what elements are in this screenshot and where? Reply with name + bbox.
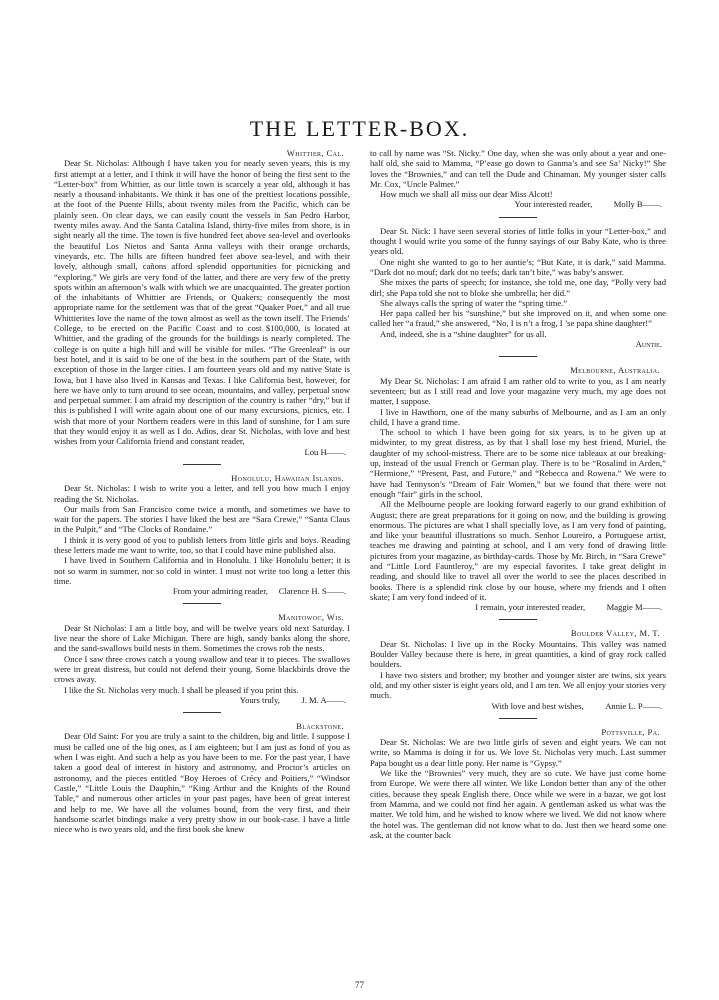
letter-place: Pottsville, Pa. bbox=[601, 726, 660, 737]
divider bbox=[499, 356, 537, 357]
letter-paragraph: Dear St. Nicholas: Although I have taken you for nearly seven years, this is my first attempt at a letter, and I think it will have the honor of being the first sent to the “Letter-box” from Whittier, as our little town is scarcely a year old, although it has nearly a thousand inhabitants. We think it has one of the prettiest locations possible, at the foot of the Puente Hills, about twenty miles from the Pacific, which can be plainly seen. On clear days, we can easily count the vessels in San Pedro Harbor, twenty miles away. And the Santa Catalina Island, thirty-five miles from shore, is in sight nearly all the time. The town is five hundred feet above sea-level and overlooks the beautiful Los Nietos and Santa Anna valleys with their orange orchards, vineyards, etc. The hills are fifteen hundred feet above sea-level, and with their lovely, although small, cañons afford splendid opportunities for picnicking and “exploring.” We girls are very fond of the latter, and there are very few of the pretty spots within an afternoon’s walk with which we are unacquainted. The greater portion of the inhabitants of Whittier are Friends, or Quakers; consequently the most appropriate name for the settlement was that of the great “Quaker Poet,” and all true Whittierites love the name of the town almost as well as the town itself. The Friends’ College, to be erected on the Pacific Coast and to cost $100,000, is located at Whittier, and the grading of the grounds for the buildings is nearly completed. The college is on quite a high hill and will be visible for miles. “The Greenleaf” is our best hotel, and it is said to be one of the best in the southern part of the State, with exception of those in the larger cities. I am fourteen years old and my native State is Iowa, but I have also lived in Kansas and Texas. I like California best, however, for here we have only to turn around to see ocean, mountains, and valley, perpetual snow and perpetual summer. I am afraid my description of the country is rather “dry,” but if this is published I will write again about one of our many excursions, picnics, etc. I wish that more of your Northern readers were in this land of sunshine, for I am sure that they would enjoy it as well as I do. Adios, dear St. Nicholas, with love and best wishes from your California friend and constant reader, bbox=[54, 158, 350, 447]
letter-paragraph: Dear St. Nicholas: I wish to write you a letter, and tell you how much I enjoy reading the St. Nicholas. bbox=[54, 483, 350, 504]
letter-paragraph: One night she wanted to go to her auntie’s; “But Kate, it is dark,” said Mamma. “Dark dot no mouf; dark dot no teefs; dark tan’t bite,” was baby’s answer. bbox=[370, 256, 666, 277]
letter-paragraph: Dear St. Nicholas: We are two little girls of seven and eight years. We can not write, so Mamma is doing it for us. We love St. Nicholas very much. Last summer Papa bought us a dear little pony. Her name is “Gypsy.” bbox=[370, 737, 666, 768]
letter-paragraph: I have lived in Southern California and in Honolulu. I like Honolulu better; it is not so warm in summer, nor so cold in winter. I must not write too long a letter this time. bbox=[54, 555, 350, 586]
letter-signature: J. M. A——. bbox=[301, 694, 346, 705]
letter-paragraph: The school to which I have been going for six years, is to be given up at midwinter, to my great distress, as by that I shall lose my best friend, Muriel, the daughter of my school-mistress. There are to be some nice tableaux at our breaking-up, instead of the usual French or German play. There is to be “Rosalind in Arden,” “Hermione,” “Present, Past, and Future,” and “Rebecca and Rowena.” We were to have had Tennyson’s “Dream of Fair Women,” but we found that there were not enough “fair” girls in the school. bbox=[370, 427, 666, 499]
letter-paragraph: to call by name was “St. Nicky.” One day, when she was only about a year and one-half old, she said to Mamma, “P’ease go down to Ganma’s and see Sa’ Nicky!” She loves the “Brownies,” and can tell the Dude and Chinaman. My younger sister calls Mr. Cox, “Uncle Palmer.” bbox=[370, 148, 666, 189]
letter-paragraph: Dear St. Nicholas: I live up in the Rocky Mountains. This valley was named Boulder Valley because there is here, in great quantities, a kind of gray rock called boulders. bbox=[370, 638, 666, 670]
divider bbox=[499, 718, 537, 719]
left-column bbox=[54, 148, 350, 988]
letter-closing-signature bbox=[370, 602, 662, 612]
letter-place: Melbourne, Australia. bbox=[570, 365, 660, 376]
letter-place: Manitowoc, Wis. bbox=[278, 612, 344, 623]
letter-signature: Maggie M——. bbox=[606, 602, 662, 613]
letter-paragraph: I think it is very good of you to publish letters from little girls and boys. Reading these letters made me want to write, too, so that I could have mine published also. bbox=[54, 534, 350, 555]
letter-closing-signature bbox=[54, 695, 346, 705]
right-column bbox=[370, 148, 666, 988]
letter-paragraph: Dear St. Nick: I have seen several stories of little folks in your “Letter-box,” and thought I would write you some of the funny sayings of our Baby Kate, who is three years old. bbox=[370, 225, 666, 257]
letter-closing-signature bbox=[370, 199, 662, 209]
page-title: THE LETTER-BOX. bbox=[249, 116, 470, 141]
divider bbox=[183, 603, 221, 604]
letter-signature: Auntie. bbox=[635, 339, 662, 350]
letter-closing: Yours truly, bbox=[239, 694, 280, 705]
letter-paragraph: Dear St Nicholas: I am a little boy, and will be twelve years old next Saturday. I live near the shore of Lake Michigan. There are high, sandy banks along the shore, and the sand-swallows build nests in them. Sometimes the crows rob the nests. bbox=[54, 622, 350, 654]
letter-paragraph: Her papa called her his “sunshine,” but she improved on it, and when some one called her “a fraud,” she answered, “No, I is n’t a frog, I ’se papa shine daughter!” bbox=[370, 308, 666, 329]
letter-signature: Annie L. P——. bbox=[605, 700, 662, 711]
letter-place: Boulder Valley, M. T. bbox=[570, 628, 660, 639]
letter-paragraph: I live in Hawthorn, one of the many suburbs of Melbourne, and as I am an only child, I have a grand time. bbox=[370, 406, 666, 427]
letter-paragraph: How much we shall all miss our dear Miss Alcott! bbox=[380, 189, 553, 200]
letter-paragraph: All the Melbourne people are looking forward eagerly to our grand exhibition of August; there are great preparations for it going on now, and the building is growing enormous. The pictures are what I shall specially love, as I am very fond of painting, and like your beautiful illustrations so much. Senhor Loureiro, a Portuguese artist, teaches me drawing and painting at school, and I am very fond of drawing little pictures from your magazine, as birthday-cards. Those by Mr. Birch, in “Sara Crewe” and “Little Lord Fauntleroy,” are my especial favorites. I take great delight in reading, and should like to travel all over the world to see the places described in books. There is a splendid rink close by our house, where my friends and I often skate; I am very fond indeed of it. bbox=[370, 499, 666, 602]
letter-paragraph: Once I saw three crows catch a young swallow and tear it to pieces. The swallows were in great distress, but could not defend their young. Some blackbirds drove the crows away. bbox=[54, 653, 350, 685]
divider bbox=[183, 464, 221, 465]
page-number: 77 bbox=[355, 980, 364, 990]
letter-signature: Molly B——. bbox=[613, 199, 662, 210]
letter-paragraph: Our mails from San Francisco come twice a month, and sometimes we have to wait for the papers. The stories I have liked the best are “Sara Crewe,” “Santa Claus in the Pulpit,” and “The Clocks of Rondaine.” bbox=[54, 503, 350, 535]
letter-closing-signature bbox=[54, 586, 346, 596]
letter-closing-signature bbox=[370, 701, 662, 711]
letter-closing: With love and best wishes, bbox=[491, 700, 584, 711]
letter-closing: Your interested reader, bbox=[514, 199, 593, 210]
letter-paragraph: She mixes the parts of speech; for instance, she told me, one day, “Polly very bad dirl; she Papa told she not to bloke she umbrella; her did.” bbox=[370, 277, 666, 298]
letter-paragraph: And, indeed, she is a “shine daughter” for us all. bbox=[380, 328, 547, 339]
letter-place: Honolulu, Hawaiian Islands. bbox=[231, 472, 344, 483]
letter-signature: Clarence H. S——. bbox=[278, 586, 346, 597]
letter-paragraph: We like the “Brownies” very much, they are so cute. We have just come home from Europe. We were there all winter. We like London better than any of the other cities, because they speak English there. Once while we were in a bazar, we got lost from Mamma, and we could not find her again. A gentleman asked us what was the matter. We told him, and he wished to know where we lived. We did not know where the hotel was. The gentleman did not know what to do. Just then we heard some one ask, at the counter back bbox=[370, 768, 666, 840]
letter-paragraph: She always calls the spring of water the “spring time.” bbox=[380, 297, 568, 308]
letter-closing: From your admiring reader, bbox=[172, 586, 268, 597]
letter-place: Whittier, Cal. bbox=[286, 148, 344, 158]
divider bbox=[499, 619, 537, 620]
letter-paragraph: My Dear St. Nicholas: I am afraid I am rather old to write to you, as I am nearly seventeen; but as I still read and love your magazine very much, my age does not matter, I suppose. bbox=[370, 375, 666, 407]
divider bbox=[183, 712, 221, 713]
letter-place: Blackstone. bbox=[296, 721, 344, 732]
divider bbox=[499, 217, 537, 218]
letter-paragraph: I like the St. Nicholas very much. I shall be pleased if you print this. bbox=[64, 684, 299, 695]
letter-paragraph: Dear Old Saint: For you are truly a saint to the children, big and little. I suppose I must be called one of the big ones, as I am eighteen; but I am just as fond of you as when I was eight. And such a help as you have been to me. For the past year, I have taken a good deal of interest in history and astronomy, and Proctor’s articles on astronomy, and the pieces entitled “Boy Heroes of Crécy and Poitiers,” “Windsor Castle,” “Little Louis the Dauphin,” “King Arthur and the Knights of the Round Table,” and numerous other articles in your past pages, have been of great interest and help to me. We have all the volumes bound, from the very first, and their handsome scarlet bindings make a very pretty show in our book-case. I have a little niece who is two years old, and the first book she knew bbox=[54, 731, 350, 835]
letter-paragraph: I have two sisters and brother; my brother and younger sister are twins, six years old, and my other sister is eight years old, and I am ten. We all enjoy your stories very much. bbox=[370, 669, 666, 701]
letter-signature: Lou H——. bbox=[304, 446, 346, 457]
letter-closing: I remain, your interested reader, bbox=[475, 602, 586, 613]
